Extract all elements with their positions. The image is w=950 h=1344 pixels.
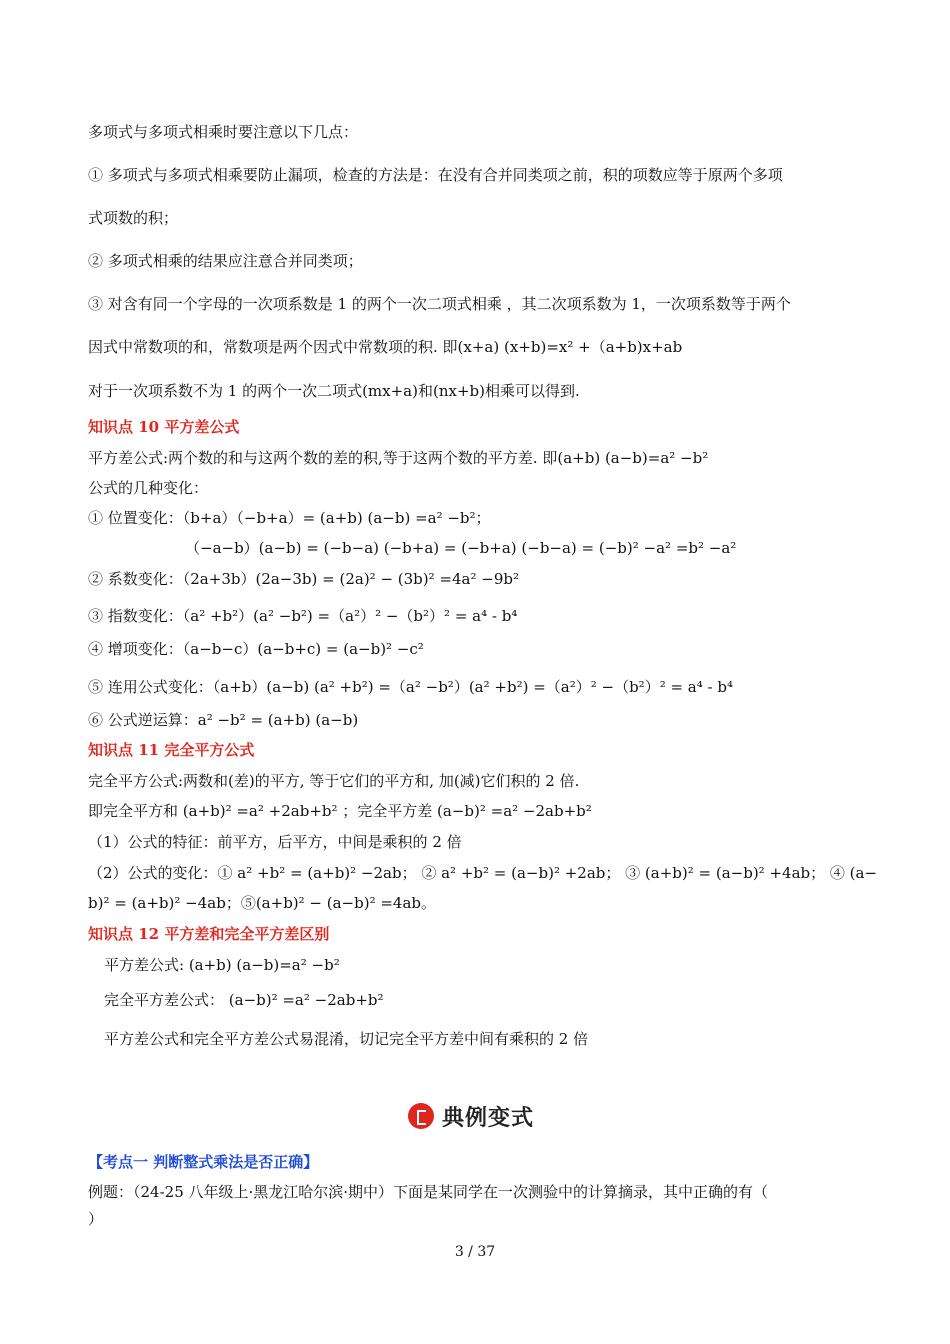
line-point2: ② 多项式相乘的结果应注意合并同类项； [88, 252, 363, 270]
line-kp10-v4: ④ 增项变化：（a−b−c）(a−b+c) = (a−b)² −c² [88, 640, 424, 658]
line-point1: ① 多项式与多项式相乘要防止漏项，检查的方法是：在没有合并同类项之前，积的项数应等于原两个多项 [88, 166, 783, 184]
line-kp10-v1: ① 位置变化：（b+a）（−b+a）= (a+b) (a−b) =a² −b²； [88, 509, 491, 527]
line-kp11-def: 完全平方公式:两数和(差)的平方, 等于它们的平方和, 加(减)它们积的 2 倍. [88, 772, 580, 790]
line-example-cont: ） [88, 1210, 104, 1228]
heading-kp10: 知识点 10 平方差公式 [88, 418, 240, 436]
line-kp11-change-cont: b)² = (a+b)² −4ab；⑤(a+b)² − (a−b)² =4ab。 [88, 894, 437, 912]
line-kp12-c: 平方差公式和完全平方差公式易混淆，切记完全平方差中间有乘积的 2 倍 [104, 1030, 589, 1048]
line-kp11-change: （2）公式的变化：① a² +b² = (a+b)² −2ab； ② a² +b² = (a−b)² +2ab； ③ (a+b)² = (a−b)² +4ab； ④ (a− [88, 864, 878, 882]
heading-test-point-1: 【考点一 判断整式乘法是否正确】 [88, 1153, 319, 1171]
heading-kp12: 知识点 12 平方差和完全平方差区别 [88, 925, 330, 943]
banner-title: 典例变式 [442, 1105, 535, 1131]
page-number: 3 / 37 [454, 1244, 496, 1260]
line-intro: 多项式与多项式相乘时要注意以下几点： [88, 123, 359, 141]
line-kp11-feature: （1）公式的特征：前平方，后平方，中间是乘积的 2 倍 [88, 833, 462, 851]
heading-kp11: 知识点 11 完全平方公式 [88, 741, 255, 759]
line-point3: ③ 对含有同一个字母的一次项系数是 1 的两个一次二项式相乘 ，其二次项系数为 1，一次项系数等于两个 [88, 295, 791, 313]
line-kp10-v6: ⑥ 公式逆运算：a² −b² = (a+b) (a−b) [88, 711, 359, 729]
line-kp10-v2: ② 系数变化：（2a+3b）(2a−3b) = (2a)² − (3b)² =4a² −9b² [88, 570, 519, 588]
line-point1-cont: 式项数的积； [88, 209, 179, 227]
line-kp11-formula: 即完全平方和 (a+b)² =a² +2ab+b² ；完全平方差 (a−b)² =a² −2ab+b² [88, 802, 592, 820]
line-example: 例题：（24-25 八年级上·黑龙江哈尔滨·期中）下面是某同学在一次测验中的计算摘录，其中正确的有（ [88, 1183, 769, 1201]
line-kp10-var: 公式的几种变化： [88, 479, 209, 497]
flag-icon [408, 1103, 434, 1129]
section-banner [408, 1100, 534, 1132]
line-note: 对于一次项系数不为 1 的两个一次二项式(mx+a)和(nx+b)相乘可以得到. [88, 382, 580, 400]
line-kp12-a: 平方差公式: (a+b) (a−b)=a² −b² [104, 956, 340, 974]
line-kp10-v5: ⑤ 连用公式变化：（a+b）(a−b) (a² +b²) =（a² −b²）(a² +b²) =（a²）² −（b²）² = a⁴ - b⁴ [88, 678, 733, 696]
line-kp12-b: 完全平方差公式： (a−b)² =a² −2ab+b² [104, 991, 384, 1009]
line-kp10-def: 平方差公式:两个数的和与这两个数的差的积,等于这两个数的平方差. 即(a+b) (a−b)=a² −b² [88, 449, 709, 467]
line-kp10-v1b: （−a−b）(a−b) = (−b−a) (−b+a) = (−b+a) (−b−a) = (−b)² −a² =b² −a² [185, 539, 737, 557]
line-kp10-v3: ③ 指数变化：（a² +b²）(a² −b²) =（a²）² −（b²）² = a⁴ - b⁴ [88, 607, 518, 625]
line-point3-cont: 因式中常数项的和，常数项是两个因式中常数项的积. 即(x+a) (x+b)=x² +（a+b)x+ab [88, 338, 683, 356]
